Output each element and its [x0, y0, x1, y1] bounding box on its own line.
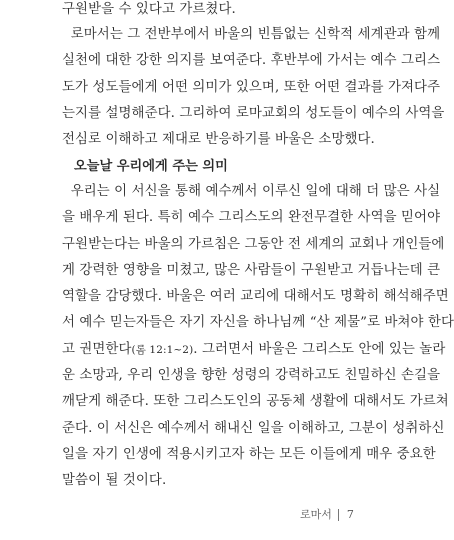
text-line: 는지를 설명해준다. 그리하여 로마교회의 성도들이 예수의 사역을	[62, 105, 445, 121]
scripture-reference: (롬 12:1~2)	[131, 343, 194, 356]
text-line	[62, 337, 446, 363]
section-heading: 오늘날 우리에게 주는 의미	[74, 159, 228, 174]
text-segment: . 그러면서 바울은 그리스도 안에 있는 놀라	[193, 341, 446, 357]
text-segment: 고 권면한다	[62, 341, 132, 357]
text-line: 도가 성도들에게 어떤 의미가 있으며, 또한 어떤 결과를 가져다주	[62, 79, 441, 95]
text-line: 실천에 대한 강한 의지를 보여준다. 후반부에 가서는 예수 그리스	[62, 53, 441, 69]
page-number: 7	[346, 508, 354, 521]
text-line: 운 소망과, 우리 인생을 향한 성령의 강력하고도 친밀하신 손길을	[62, 368, 441, 384]
text-line: 구원받는다는 바울의 가르침은 그동안 전 세계의 교회나 개인들에	[62, 236, 445, 252]
text-line: 을 배우게 된다. 특히 예수 그리스도의 완전무결한 사역을 믿어야	[62, 210, 441, 226]
text-line: 준다. 이 서신은 예수께서 해내신 일을 이해하고, 그분이 성취하신	[62, 420, 445, 436]
text-line: 말씀이 될 것이다.	[62, 473, 167, 489]
text-line: 일을 자기 인생에 적용시키고자 하는 모든 이들에게 매우 중요한	[62, 446, 436, 462]
text-line: 게 강력한 영향을 미쳤고, 많은 사람들이 구원받고 거듭나는데 큰	[62, 262, 441, 278]
text-line: 깨닫게 해준다. 또한 그리스도인의 공동체 생활에 대해서도 가르쳐	[62, 394, 449, 410]
footer-divider	[338, 509, 339, 521]
text-line: 전심로 이해하고 제대로 반응하기를 바울은 소망했다.	[62, 132, 375, 148]
paragraph-meaning-today	[62, 179, 454, 495]
paragraph-intro	[62, 0, 360, 23]
running-title: 로마서	[300, 508, 332, 521]
text-line: 역할을 감당했다. 바울은 여러 교리에 대해서도 명확히 해석해주면	[62, 289, 449, 305]
text-line: 서 예수 믿는자들은 자기 자신을 하나님께 “산 제물”로 바쳐야 한다	[62, 315, 454, 331]
paragraph-romans-summary	[62, 22, 445, 153]
page-footer	[300, 506, 354, 522]
text-line: 로마서는 그 전반부에서 바울의 빈틈없는 신학적 세계관과 함께	[62, 27, 441, 42]
text-line: 구원받을 수 있다고 가르쳤다.	[62, 2, 236, 17]
text-line: 우리는 이 서신을 통해 예수께서 이루신 일에 대해 더 많은 사실	[62, 184, 441, 199]
